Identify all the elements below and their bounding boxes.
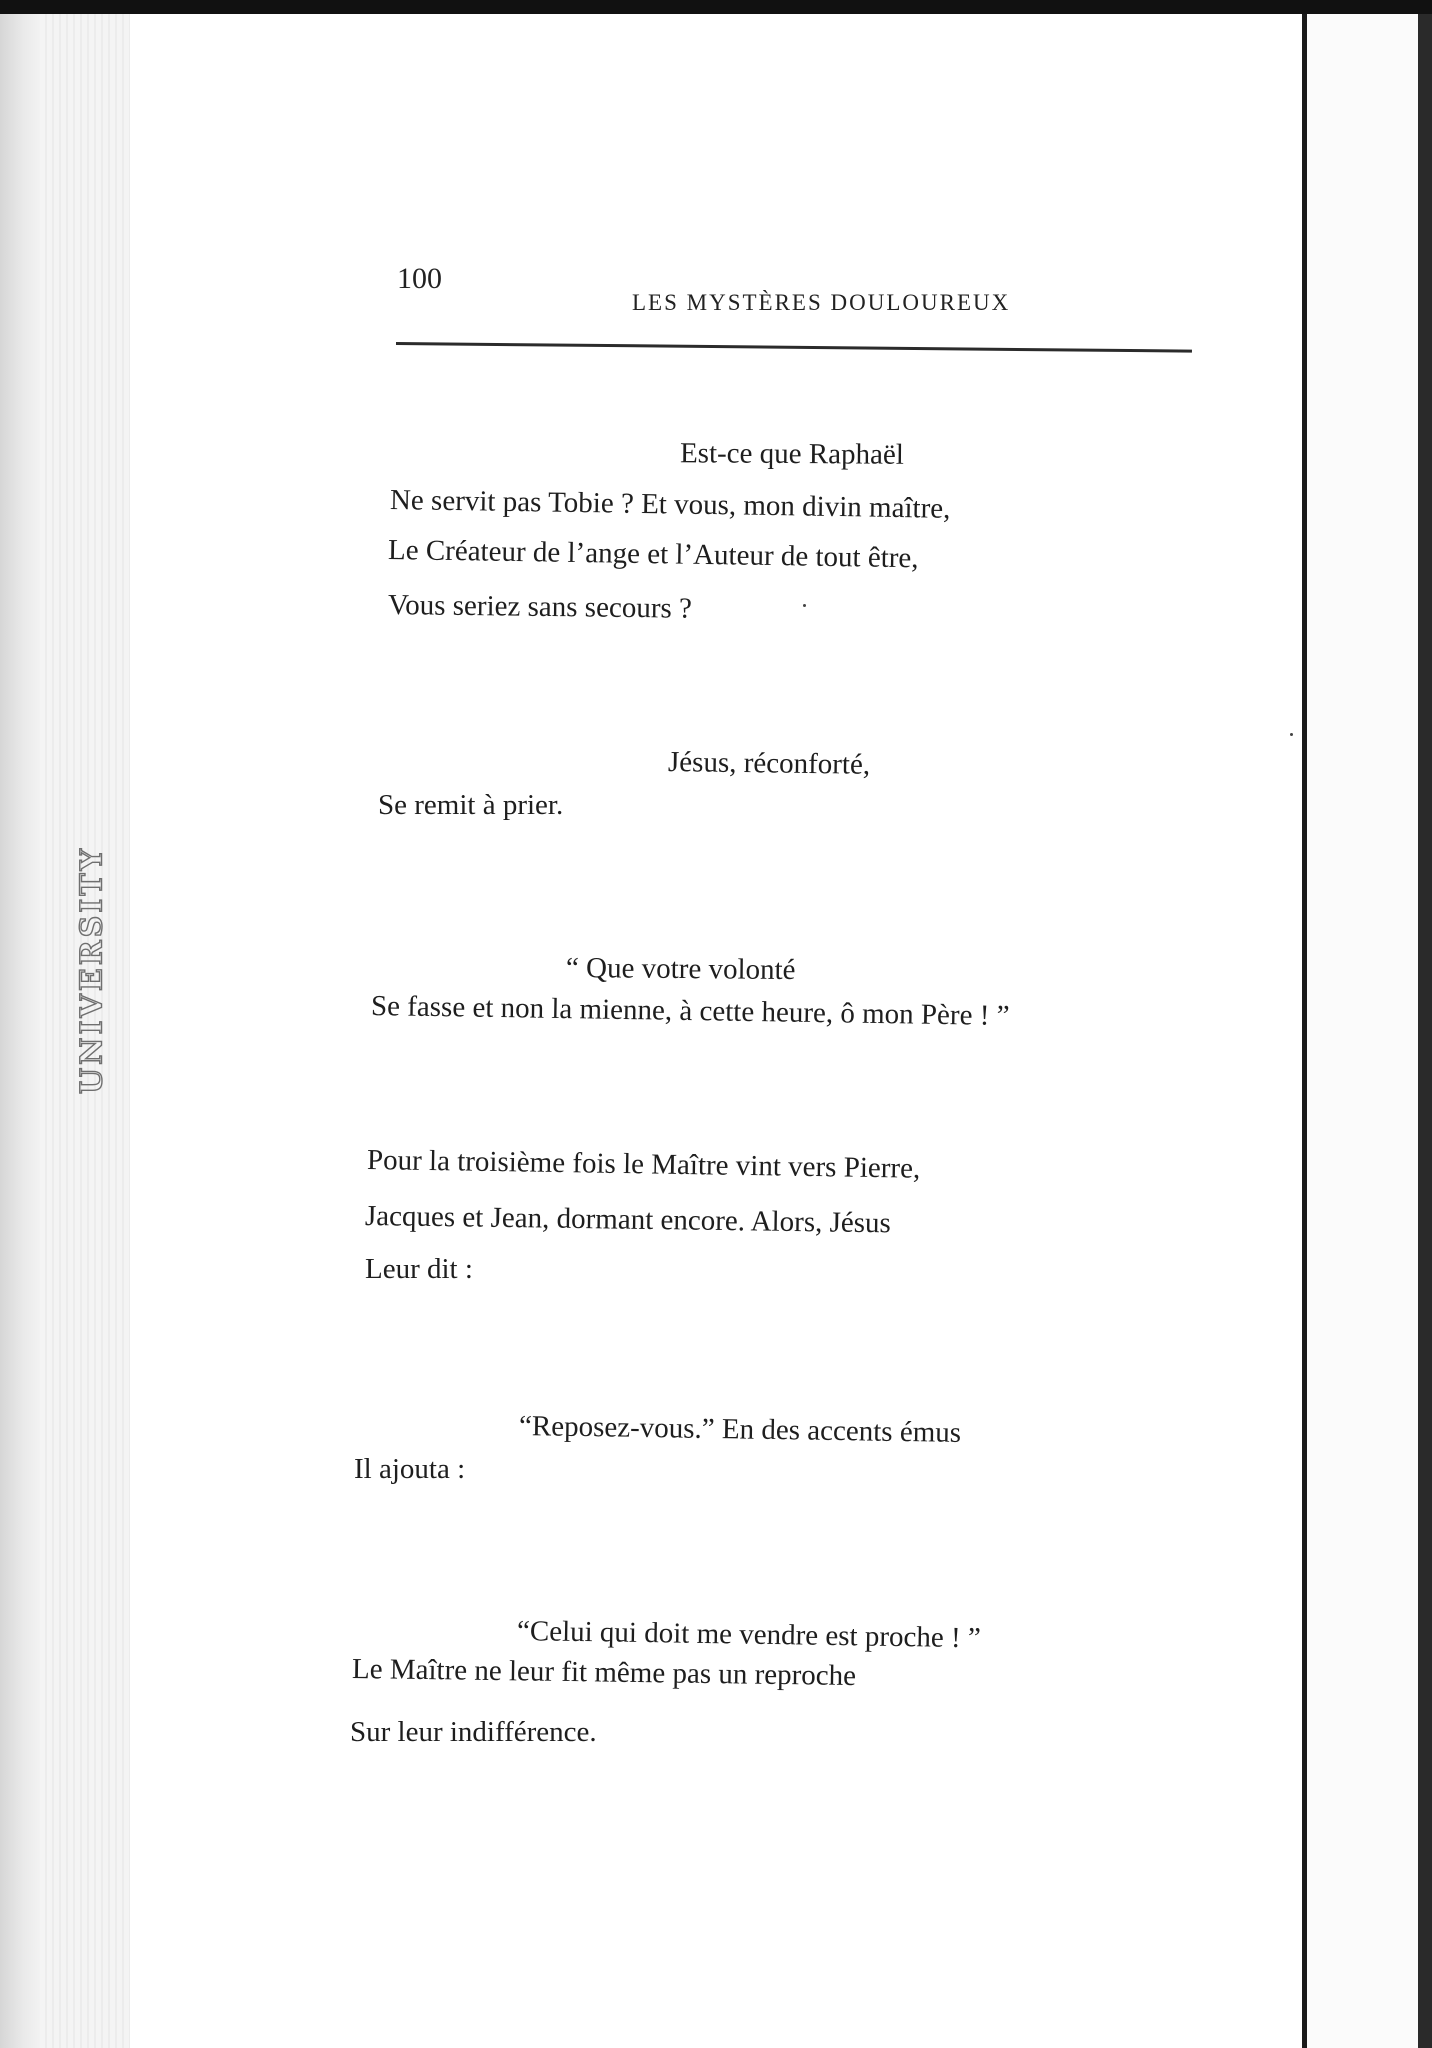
- page-number: 100: [397, 262, 442, 295]
- verse-line: Leur dit :: [365, 1253, 473, 1285]
- verse-line: Ne servit pas Tobie ? Et vous, mon divin maître,: [389, 484, 951, 525]
- verse-line: Se fasse et non la mienne, à cette heure, ô mon Père ! ”: [370, 990, 1010, 1033]
- facing-page-edge: [1307, 14, 1432, 2048]
- verse-line: Le Créateur de l’ange et l’Auteur de tout être,: [387, 534, 919, 575]
- verse-line: Le Maître ne leur fit même pas un reproche: [351, 1653, 857, 1693]
- scan-top-border: [0, 0, 1432, 14]
- verse-line: “Celui qui doit me vendre est proche ! ”: [516, 1615, 982, 1655]
- scan-speck: [803, 604, 806, 607]
- verse-line: Sur leur indifférence.: [350, 1716, 597, 1748]
- scan-speck: [1290, 733, 1293, 736]
- verse-line: Il ajouta :: [354, 1453, 466, 1485]
- verse-line: “Reposez-vous.” En des accents émus: [518, 1410, 962, 1449]
- library-stamp: [66, 845, 118, 1095]
- scan-right-border: [1418, 14, 1432, 2048]
- page-sheet: [130, 14, 1302, 2048]
- verse-line: Est-ce que Raphaël: [679, 437, 904, 471]
- verse-line: Jacques et Jean, dormant encore. Alors, Jésus: [364, 1200, 892, 1240]
- verse-line: “ Que votre volonté: [565, 952, 796, 987]
- verse-line: Pour la troisième fois le Maître vint vers Pierre,: [366, 1144, 921, 1185]
- book-left-edge: [0, 14, 40, 2048]
- verse-line: Jésus, réconforté,: [667, 746, 871, 781]
- library-stamp-text: UNIVERSITY: [74, 845, 110, 1095]
- verse-line: Se remit à prier.: [378, 789, 564, 821]
- running-head: LES MYSTÈRES DOULOUREUX: [632, 290, 1011, 315]
- verse-line: Vous seriez sans secours ?: [387, 589, 693, 625]
